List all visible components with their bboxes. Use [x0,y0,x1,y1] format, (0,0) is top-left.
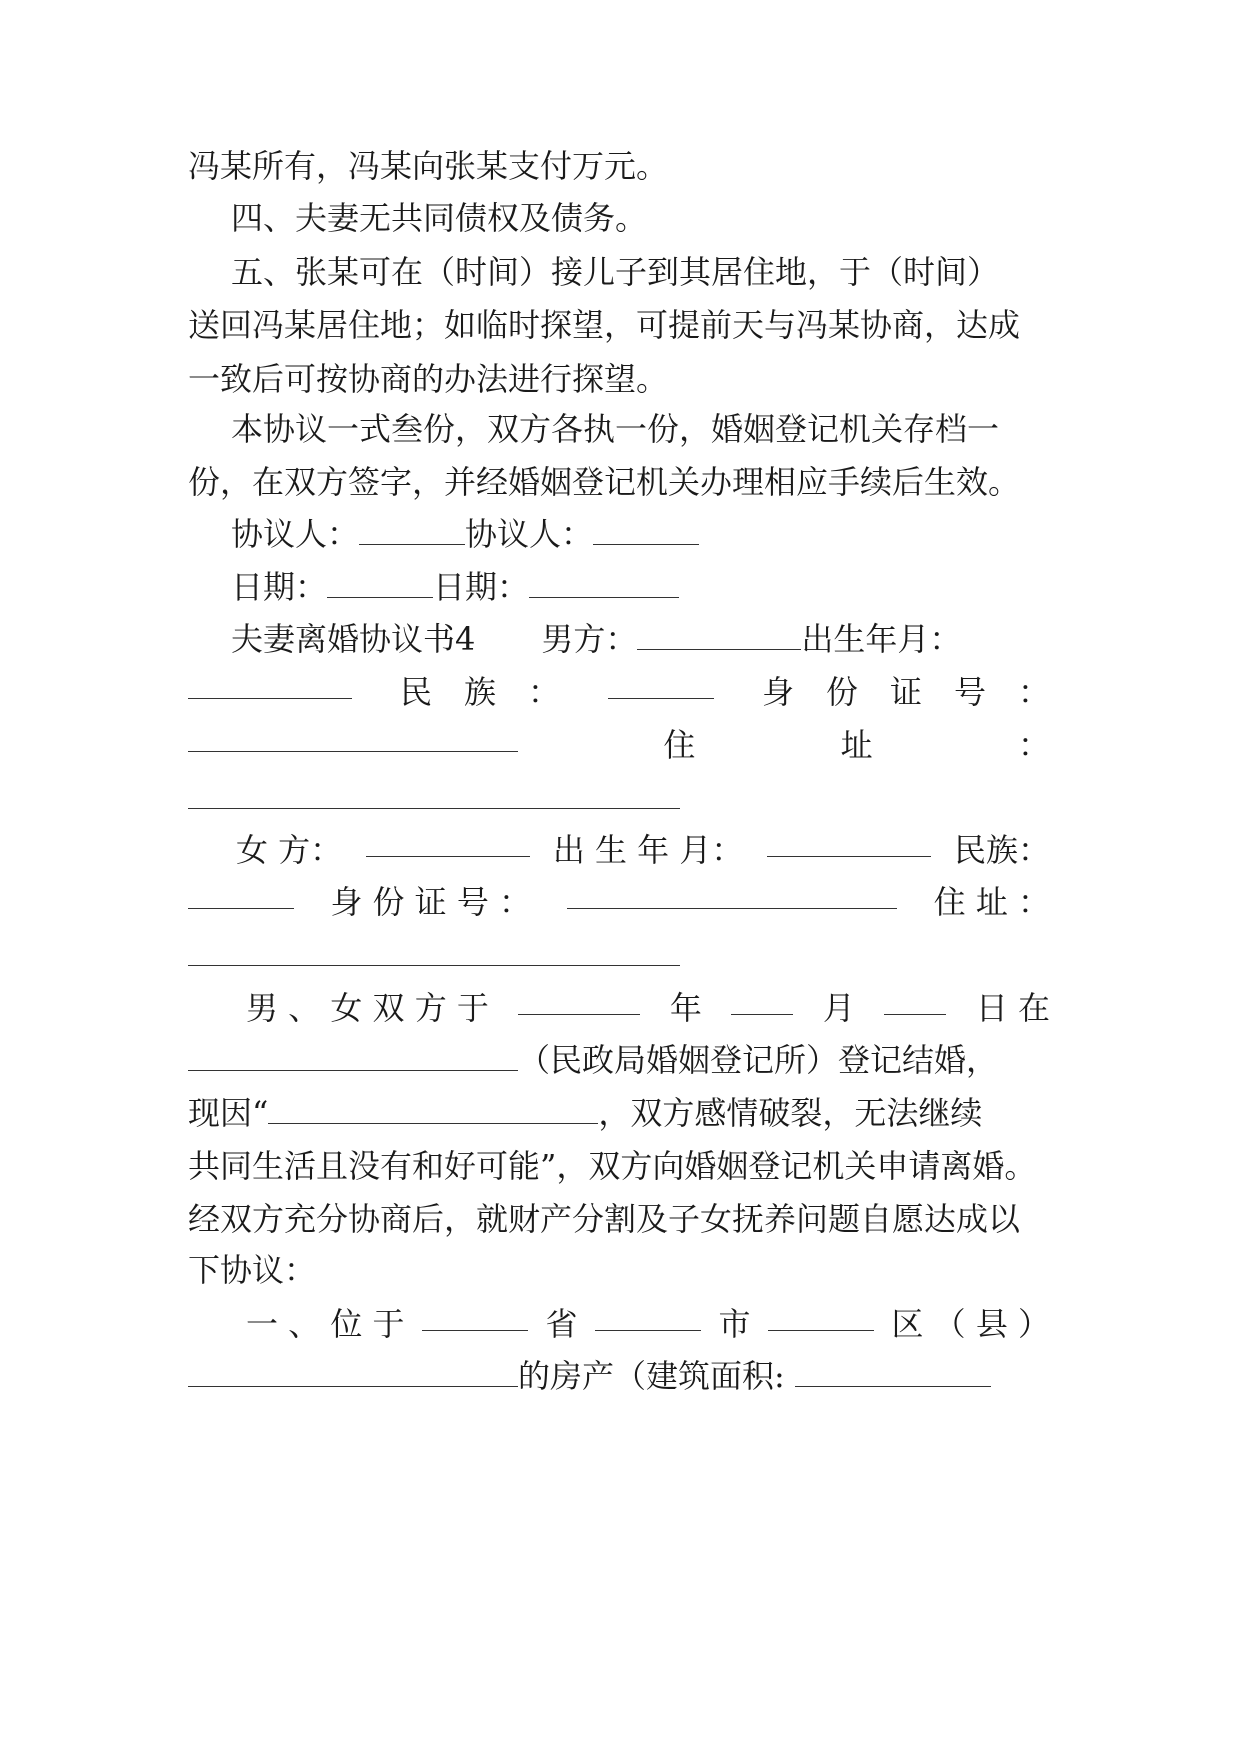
female-address-blank [188,935,680,975]
province-label: 省 [545,1305,578,1343]
day-label: 日 在 [975,989,1050,1027]
reason-line [188,1093,982,1133]
blank-field [188,782,680,809]
year-label: 年 [669,989,702,1027]
month-label: 月 [822,989,855,1027]
party-label: 协议人： [231,515,360,553]
blank-field [359,518,465,545]
paragraph-line: 五、张某可在（时间）接儿子到其居住地，于（时间） [231,253,1000,291]
signature-line [231,514,699,554]
house-text: 的房产（建筑面积: [518,1357,785,1395]
address-label-a: 住 [663,726,696,764]
male-address-blank [188,778,680,818]
city-label: 市 [718,1305,751,1343]
paragraph-line: 下协议： [188,1251,317,1289]
agreement-title: 夫妻离婚协议书4 [231,620,476,658]
party-label: 协议人： [465,515,594,553]
reason-text: ，双方感情破裂，无法继续 [598,1094,983,1132]
item-text: 一 、 位 于 [246,1305,405,1343]
male-info-line-2 [188,672,1050,712]
marriage-text: 男 、 女 双 方 于 [246,989,489,1027]
blank-field [422,1304,528,1331]
nation-label: 民 族 ： [399,673,560,711]
nation-label: 民族： [953,831,1050,869]
marriage-line [246,988,1050,1028]
blank-field [608,672,714,699]
female-info-line-2 [188,882,1050,922]
birth-label: 出 生 年 月： [552,831,744,869]
blank-field [567,882,897,909]
female-info-line [236,830,1050,870]
address-label: 住 址 ： [933,883,1050,921]
male-address-line [188,725,1050,765]
paragraph-line: 四、夫妻无共同债权及债务。 [231,199,648,237]
paragraph-line: 冯某所有，冯某向张某支付万元。 [188,147,669,185]
date-label: 日期： [433,568,530,606]
address-colon: ： [1017,726,1050,764]
blank-field [188,882,294,909]
blank-field [188,725,518,752]
paragraph-line: 份，在双方签字，并经婚姻登记机关办理相应手续后生效。 [188,463,1021,501]
female-label: 女 方： [236,831,343,869]
blank-field [595,1304,701,1331]
male-label: 男方： [541,620,638,658]
reason-text: 现因“ [188,1094,269,1132]
date-line [231,567,679,607]
blank-field [767,830,931,857]
paragraph-line: 本协议一式叁份，双方各执一份，婚姻登记机关存档一 [231,410,1000,448]
blank-field [768,1304,874,1331]
blank-field [327,571,433,598]
paragraph-line: 经双方充分协商后，就财产分割及子女抚养问题自愿达成以 [188,1200,1021,1238]
paragraph-line: 送回冯某居住地；如临时探望，可提前天与冯某协商，达成 [188,306,1021,344]
blank-field [188,1044,518,1071]
blank-field [366,830,530,857]
blank-field [884,988,946,1015]
paragraph-line: 一致后可按协商的办法进行探望。 [188,360,669,398]
blank-field [518,988,640,1015]
birth-label: 出生年月： [801,620,962,658]
blank-field [188,672,352,699]
blank-field [268,1097,598,1124]
male-info-line [231,619,961,659]
blank-field [731,988,793,1015]
property-area-line [188,1356,991,1396]
blank-field [637,623,801,650]
id-label: 身 份 证 号 ： [330,883,532,921]
blank-field [188,939,680,966]
property-location-line [246,1304,1050,1344]
registry-text: （民政局婚姻登记所）登记结婚， [518,1041,999,1079]
registry-line [188,1040,998,1080]
blank-field [529,571,679,598]
address-label-b: 址 [840,726,873,764]
paragraph-line: 共同生活且没有和好可能”，双方向婚姻登记机关申请离婚。 [188,1147,1037,1185]
date-label: 日期： [231,568,328,606]
blank-field [593,518,699,545]
blank-field [795,1360,991,1387]
blank-field [188,1360,518,1387]
district-label: 区 （ 县 ） [891,1305,1050,1343]
id-label: 身 份 证 号 ： [761,673,1050,711]
